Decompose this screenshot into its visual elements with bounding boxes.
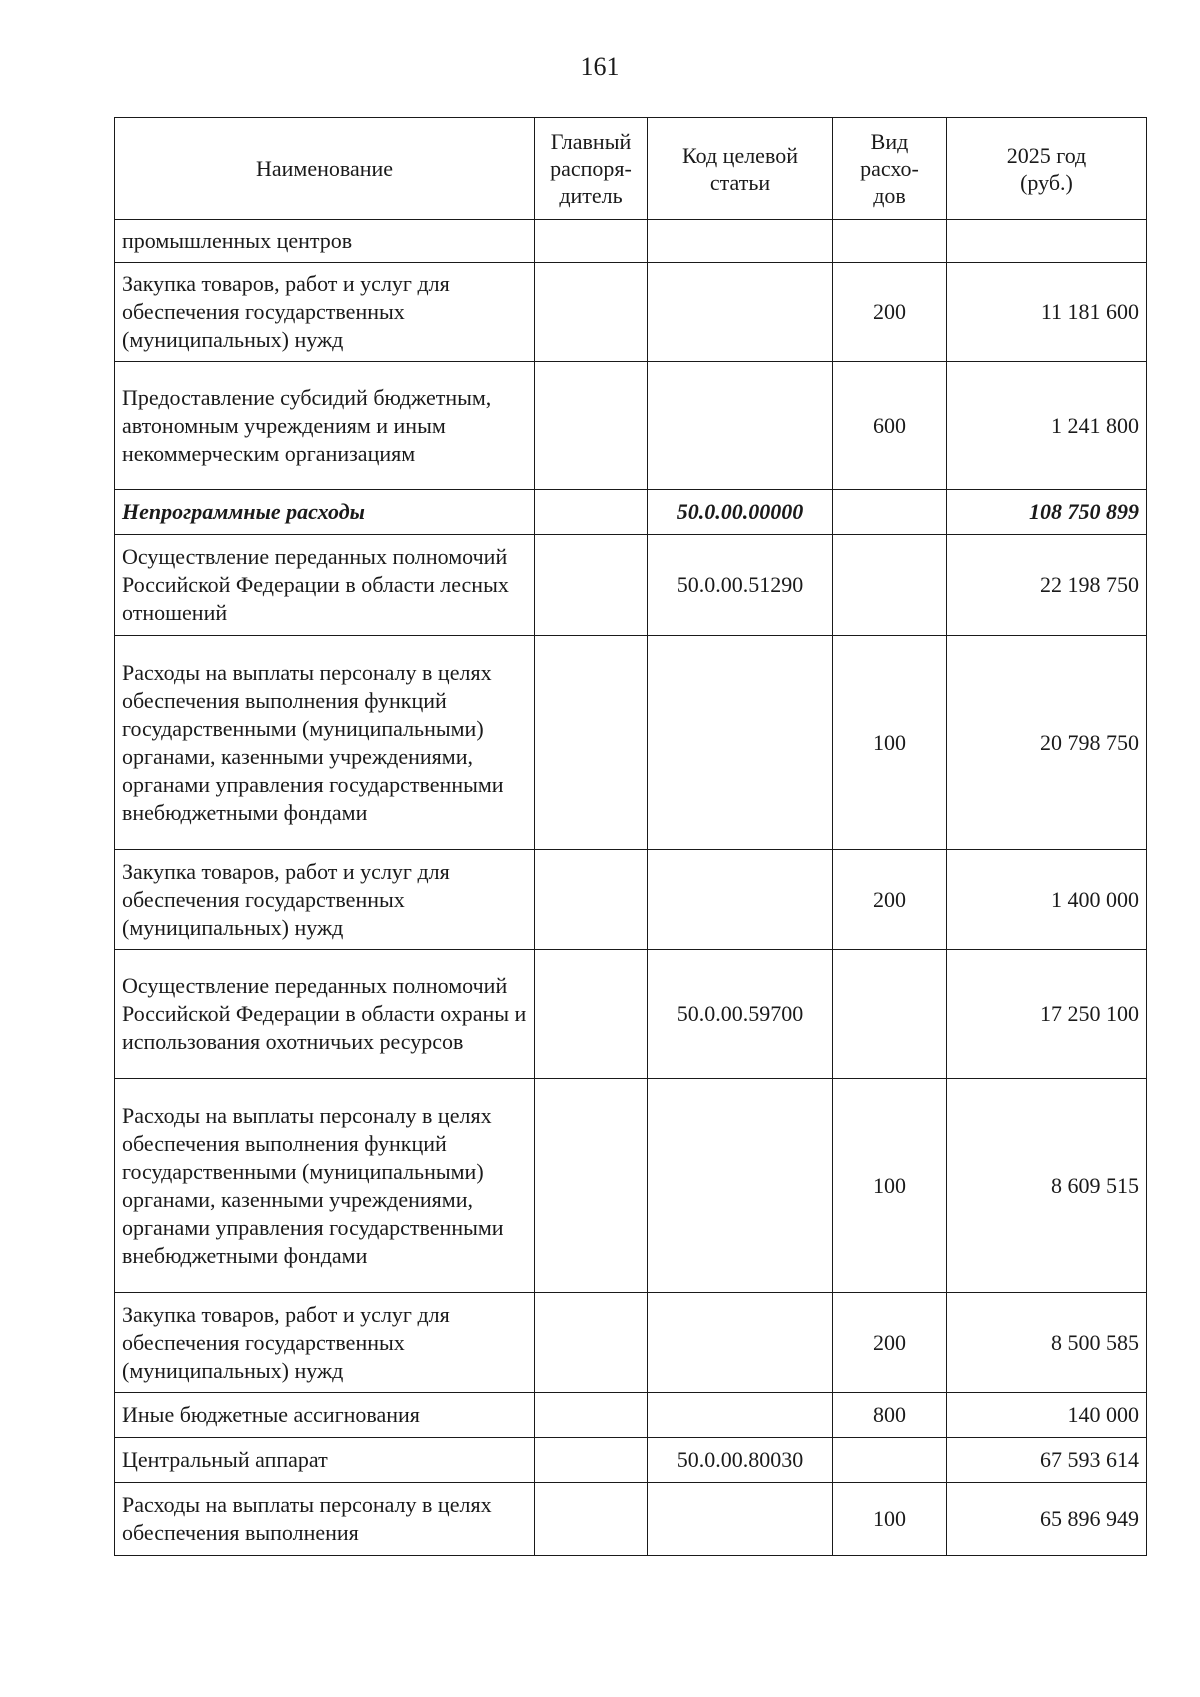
cell-amount: 20 798 750	[947, 636, 1147, 850]
cell-main-manager	[535, 362, 648, 490]
cell-main-manager	[535, 1079, 648, 1293]
cell-name: Расходы на выплаты персоналу в целях обеспечения выполнения функций государственными (муниципальными) органами, казенными учреждениями, органами управления государственными внебюджетными фондами	[115, 636, 535, 850]
cell-name: Закупка товаров, работ и услуг для обеспечения государственных (муниципальных) нужд	[115, 1293, 535, 1393]
header-amount: 2025 год (руб.)	[947, 118, 1147, 220]
cell-target-code	[648, 1079, 833, 1293]
cell-target-code	[648, 220, 833, 263]
cell-expense-type: 100	[833, 1483, 947, 1556]
cell-target-code	[648, 850, 833, 950]
cell-name: Иные бюджетные ассигнования	[115, 1393, 535, 1438]
table-row	[115, 1079, 1147, 1293]
cell-expense-type: 200	[833, 263, 947, 362]
cell-expense-type: 800	[833, 1393, 947, 1438]
table-row	[115, 220, 1147, 263]
cell-amount: 140 000	[947, 1393, 1147, 1438]
table-row	[115, 850, 1147, 950]
cell-name: Предоставление субсидий бюджетным, автономным учреждениям и иным некоммерческим организациям	[115, 362, 535, 490]
table-row	[115, 1438, 1147, 1483]
cell-target-code	[648, 1393, 833, 1438]
cell-target-code	[648, 263, 833, 362]
table-row	[115, 362, 1147, 490]
header-main-manager: Главный распоря- дитель	[535, 118, 648, 220]
cell-amount: 1 400 000	[947, 850, 1147, 950]
cell-amount: 108 750 899	[947, 490, 1147, 535]
cell-amount: 11 181 600	[947, 263, 1147, 362]
cell-name: Расходы на выплаты персоналу в целях обеспечения выполнения функций государственными (муниципальными) органами, казенными учреждениями, органами управления государственными внебюджетными фондами	[115, 1079, 535, 1293]
table-row	[115, 1393, 1147, 1438]
cell-target-code: 50.0.00.51290	[648, 535, 833, 636]
cell-main-manager	[535, 1483, 648, 1556]
cell-target-code	[648, 1293, 833, 1393]
table-body	[115, 220, 1147, 1556]
header-expense-type: Вид расхо- дов	[833, 118, 947, 220]
table-header-row	[115, 118, 1147, 220]
cell-expense-type: 600	[833, 362, 947, 490]
cell-amount: 67 593 614	[947, 1438, 1147, 1483]
cell-amount: 17 250 100	[947, 950, 1147, 1079]
cell-expense-type	[833, 535, 947, 636]
page-number: 161	[580, 52, 620, 81]
cell-expense-type	[833, 1438, 947, 1483]
table-row	[115, 1483, 1147, 1556]
cell-amount: 65 896 949	[947, 1483, 1147, 1556]
cell-amount: 1 241 800	[947, 362, 1147, 490]
cell-target-code	[648, 1483, 833, 1556]
cell-expense-type	[833, 220, 947, 263]
table-row	[115, 1293, 1147, 1393]
cell-name: Осуществление переданных полномочий Российской Федерации в области лесных отношений	[115, 535, 535, 636]
cell-expense-type: 200	[833, 1293, 947, 1393]
cell-target-code	[648, 636, 833, 850]
cell-target-code: 50.0.00.80030	[648, 1438, 833, 1483]
cell-name: Непрограммные расходы	[115, 490, 535, 535]
cell-expense-type	[833, 490, 947, 535]
cell-main-manager	[535, 950, 648, 1079]
header-name: Наименование	[115, 118, 535, 220]
cell-main-manager	[535, 636, 648, 850]
cell-expense-type: 200	[833, 850, 947, 950]
cell-name: Центральный аппарат	[115, 1438, 535, 1483]
cell-target-code: 50.0.00.00000	[648, 490, 833, 535]
cell-main-manager	[535, 1293, 648, 1393]
cell-name: Осуществление переданных полномочий Российской Федерации в области охраны и использования охотничьих ресурсов	[115, 950, 535, 1079]
cell-main-manager	[535, 220, 648, 263]
cell-amount: 22 198 750	[947, 535, 1147, 636]
cell-name: Закупка товаров, работ и услуг для обеспечения государственных (муниципальных) нужд	[115, 850, 535, 950]
cell-amount: 8 609 515	[947, 1079, 1147, 1293]
table-row	[115, 535, 1147, 636]
table-row	[115, 263, 1147, 362]
cell-main-manager	[535, 850, 648, 950]
cell-expense-type	[833, 950, 947, 1079]
cell-target-code: 50.0.00.59700	[648, 950, 833, 1079]
cell-name: промышленных центров	[115, 220, 535, 263]
cell-main-manager	[535, 535, 648, 636]
cell-amount	[947, 220, 1147, 263]
table-row	[115, 950, 1147, 1079]
cell-name: Расходы на выплаты персоналу в целях обеспечения выполнения	[115, 1483, 535, 1556]
cell-main-manager	[535, 263, 648, 362]
cell-amount: 8 500 585	[947, 1293, 1147, 1393]
cell-expense-type: 100	[833, 1079, 947, 1293]
cell-target-code	[648, 362, 833, 490]
cell-main-manager	[535, 490, 648, 535]
table-row	[115, 636, 1147, 850]
cell-main-manager	[535, 1438, 648, 1483]
cell-main-manager	[535, 1393, 648, 1438]
cell-name: Закупка товаров, работ и услуг для обеспечения государственных (муниципальных) нужд	[115, 263, 535, 362]
table-row	[115, 490, 1147, 535]
budget-table	[114, 117, 1147, 1556]
header-target-code: Код целевой статьи	[648, 118, 833, 220]
cell-expense-type: 100	[833, 636, 947, 850]
